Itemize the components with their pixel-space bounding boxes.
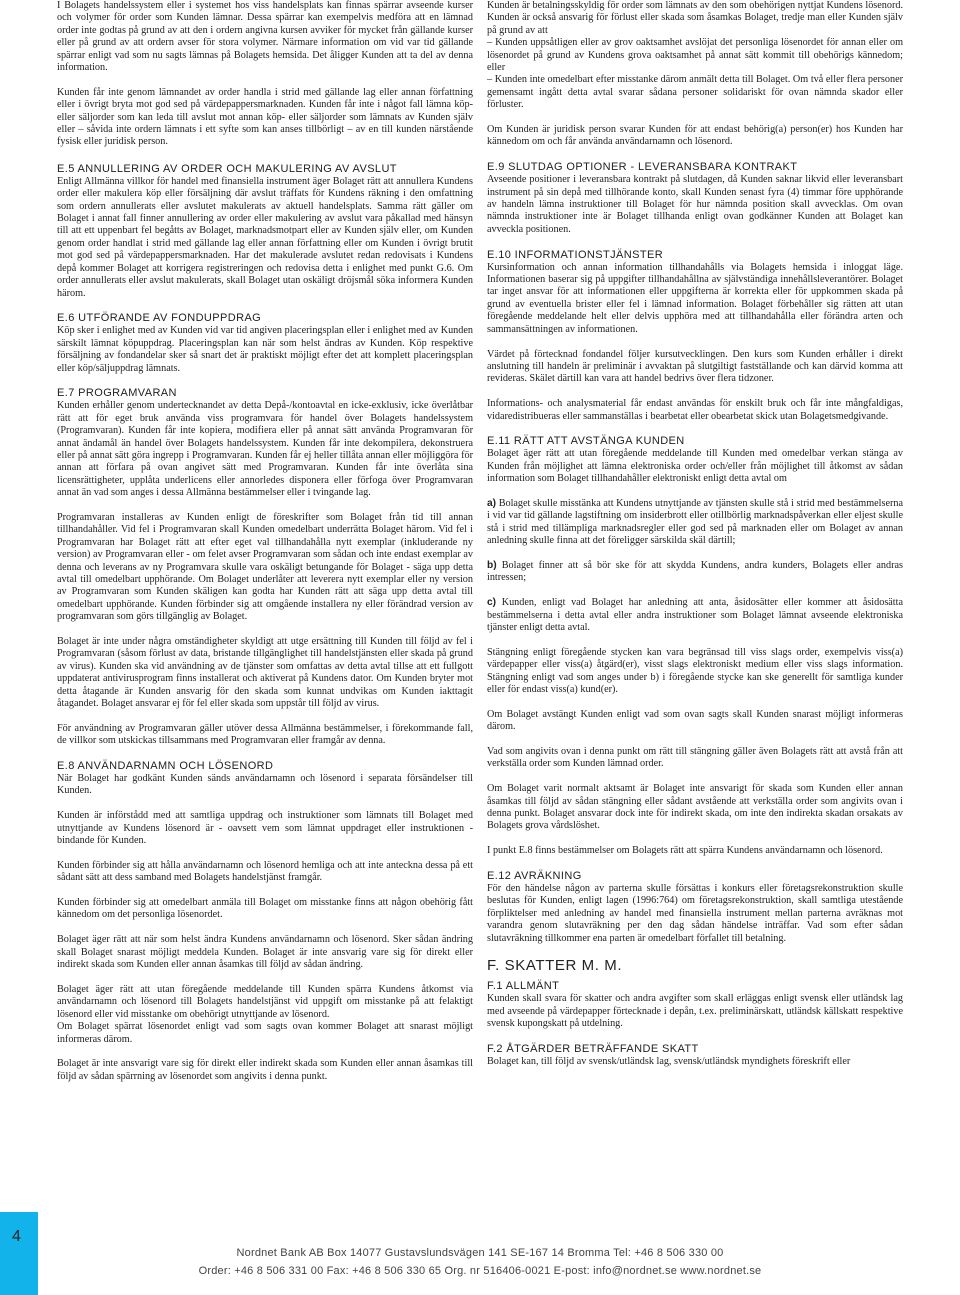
section-heading-e8: E.8 ANVÄNDARNAMN OCH LÖSENORD	[57, 760, 274, 773]
list-text-c: Kunden, enligt vad Bolaget har anledning att anta, åsidosätter eller kommer att åsidosätta bestämmelserna i detta avtal eller andra instruktioner som Bolaget lämnat avseende elektroniska tjänster enligt detta avtal.	[487, 597, 903, 633]
section-text-e11-p3: Vad som angivits ovan i denna punkt om rätt till stängning gäller även Bolagets rätt att avstå från att verkställa order som Kunden lämnad order.	[487, 745, 903, 770]
list-item-b	[487, 560, 903, 585]
section-heading-f2: F.2 ÅTGÄRDER BETRÄFFANDE SKATT	[487, 1043, 699, 1056]
section-heading-e12: E.12 AVRÄKNING	[487, 869, 582, 882]
liability-dash-2: – Kunden inte omedelbart efter misstanke därom anmält detta till Bolaget. Om två eller flera personer gemensamt ingått detta avtal svarar sådana personer solidariskt för ovan nämnda skador eller förluster.	[487, 74, 903, 111]
section-text-e11-intro: Bolaget äger rätt att utan föregående meddelande till Kunden med omedelbar verkan stänga av Kunden från möjlighet att lämna elektroniska order och/eller från möjlighet till åtkomst av sådan information som Bolaget tillhandahåller elektroniskt enligt detta avtal om	[487, 448, 903, 485]
section-text-e8-p4: Kunden förbinder sig att omedelbart anmäla till Bolaget om misstanke finns att någon obehörig fått kännedom om det personliga lösenordet.	[57, 897, 473, 921]
section-text-e7-p1: Kunden erhåller genom undertecknandet av detta Depå-/kontoavtal en icke-exklusiv, icke överlåtbar rätt att för eget bruk använda viss programvara för handel över Bolagets handelssystem (Programvaran). Kunden får inte kopiera, modifiera eller på annat sätt använda Programvaran för annat ändamål än handel över Bolagets handelssystem. Kunden får inte dekompilera, dekonstruera eller på annat sätt göra ingrepp i Programvaran. Kunden får ej heller tillåta annan eller möjliggöra för annan att förfara på ovan angivet sätt med Programvaran. Kunden får inte överlåta sina licensrättigheter, upplåta underlicens eller annorledes disponera eller förfoga över Programvaran annat än vad som anges i dessa Allmänna bestämmelser eller i tvingande lag.	[57, 400, 473, 499]
section-text-e10-p1: Kursinformation och annan information tillhandahålls via Bolagets hemsida i inloggat läge. Informationen baserar sig på uppgifter tillhandahållna av självständiga innehållsleverantörer. Bolaget tar inget ansvar för att informationen eller uppgifterna är korrekta eller för uppkommen skada på grund av eventuella brister eller fel i lämnad information. Bolaget förbehåller sig rätten att utan föregående meddelande helt eller delvis upphöra med att tillhandahålla eller förändra arten och sammansättningen av informationen.	[487, 261, 903, 335]
list-marker-a: a)	[487, 497, 497, 509]
section-text-e11-p5: I punkt E.8 finns bestämmelser om Bolagets rätt att spärra Kundens användarnamn och lösenord.	[487, 845, 883, 857]
section-text-e7-p3: Bolaget är inte under några omständigheter skyldigt att utge ersättning till Kunden till följd av fel i Programvaran (såsom förlust av data, bristande tillgänglighet till handelstjänsten eller skada på grund av virus). Kunden ska vid användning av de tjänster som omfattas av detta avtal tillse att ett fullgott uppdaterat antivirusprogram finns installerat och aktiverat på Kundens dator. Om Kunden bryter mot detta åtagande är Kunden ansvarig för den skada som kunnat undvikas om Kunden iakttagit åtagandet. Bolaget ansvarar ej för fel eller skada som uppstår till följd av virus.	[57, 636, 473, 710]
section-text-f1: Kunden skall svara för skatter och andra avgifter som skall erläggas enligt svensk eller utländsk lag med avseende på värdepapper förtecknade i depån, t.ex. preliminärskatt, utländsk källskatt respektive svensk kupongskatt på utdelning.	[487, 993, 903, 1030]
section-heading-e10: E.10 INFORMATIONSTJÄNSTER	[487, 248, 664, 261]
section-text-e10-p2: Värdet på förtecknad fondandel följer kursutvecklingen. Den kurs som Kunden erhåller i direkt anslutning till handeln är preliminär i avvaktan på slutgiltigt fastställande och kan därvid komma att revideras. Skälet därtill kan vara att handel bedrivs över flera tidzoner.	[487, 348, 903, 385]
section-text-e11-p4: Om Bolaget varit normalt aktsamt är Bolaget inte ansvarigt för skada som Kunden eller annan åsamkas till följd av sådan stängning eller sådant avstående att verkställa order som angivits ovan i denna punkt. Bolaget ansvarar dock inte för indirekt skada, om inte den indirekta skadan orsakats av Bolagets grova vårdslöshet.	[487, 783, 903, 832]
section-text-e9: Avseende positioner i leveransbara kontrakt på slutdagen, då Kunden saknar likvid eller leveransbart instrument på sin depå med tillhörande konto, skall Kunden senast fyra (4) timmar före upphörande av handeln lämna instruktioner till Bolaget för hur nämnda position skall avvecklas. Om ovan nämnda instruktioner inte är Bolaget tillhanda enligt ovan godkänner Kunden att Bolaget kan avveckla positionen.	[487, 174, 903, 235]
section-text-e8-p2: Kunden är införstådd med att samtliga uppdrag och instruktioner som lämnats till Bolaget med utnyttjande av Kundens lösenord är - oavsett vem som lämnat uppdraget eller instruktionen - bindande för Kunden.	[57, 810, 473, 847]
section-text-e10-p3: Informations- och analysmaterial får endast användas för enskilt bruk och får inte mångfaldigas, vidaredistribueras eller sammanställas i bearbetat eller obearbetat skick utan Bolagetsmedgivande.	[487, 398, 903, 422]
list-text-a: Bolaget skulle misstänka att Kundens utnyttjande av tjänsten skulle stå i strid med bestämmelserna i vid var tid gällande lagstiftning om insiderbrott eller otillbörlig marknadspåverkan eller eljest skulle stå i strid med tillämpliga marknadsregler eller god sed på marknaden eller om Bolaget av annan anledning skulle finna att det föreligger särskilda skäl därtill;	[487, 497, 903, 547]
page-number: 4	[12, 1228, 21, 1245]
section-heading-e9: E.9 SLUTDAG OPTIONER - LEVERANSBARA KONTRAKT	[487, 161, 798, 174]
section-text-e8-p7: Om Bolaget spärrat lösenordet enligt vad som sagts ovan kommer Bolaget att snarast möjligt informeras därom.	[57, 1021, 473, 1045]
section-heading-e6: E.6 UTFÖRANDE AV FONDUPPDRAG	[57, 312, 262, 325]
section-text-e8-p3: Kunden förbinder sig att hålla användarnamn och lösenord hemliga och att inte anteckna dessa på ett sådant sätt att dess samband med Bolagets handelstjänst framgår.	[57, 859, 473, 884]
section-text-e6: Köp sker i enlighet med av Kunden vid var tid angiven placeringsplan eller i enlighet med av Kunden särskilt lämnat köpuppdrag. Placeringsplan kan när som helst ändras av Kunden. Köp respektive försäljning av fondandelar sker så snart det är praktiskt möjligt efter det att komplett placeringsplan eller köp/säljuppdrag lämnats.	[57, 325, 473, 374]
section-text-e8-p1: När Bolaget har godkänt Kunden sänds användarnamn och lösenord i separata försändelser till Kunden.	[57, 773, 473, 797]
section-text-e7-p4: För användning av Programvaran gäller utöver dessa Allmänna bestämmelser, i förekommande fall, de villkor som utskickas tillsammans med Programvaran eller framgår av denna.	[57, 722, 473, 747]
liability-dash-1: – Kunden uppsåtligen eller av grov oaktsamhet avslöjat det personliga lösenordet för annan eller om lösenordet på grund av Kundens grova oaktsamhet på annat sätt kommit till obehörigs kännedom; eller	[487, 37, 903, 74]
section-heading-e7: E.7 PROGRAMVARAN	[57, 387, 177, 400]
section-heading-f1: F.1 ALLMÄNT	[487, 980, 560, 993]
intro-paragraph-1: I Bolagets handelssystem eller i systemet hos viss handelsplats kan finnas spärrar avseende kurser och volymer för order som Kunden lämnar. Dessa spärrar kan exempelvis medföra att en lämnad order inte godtas på grund av att den i ordern angivna kursen avviker för mycket från gällande kurser eller på grund av att ordern avser för stora volymer. Närmare information om vid var tid gällande spärrar enligt vad som nu sagts lämnas på Bolagets hemsida. Det åligger Kunden att ta del av denna information.	[57, 0, 473, 74]
footer-contact: Order: +46 8 506 331 00 Fax: +46 8 506 330 65 Org. nr 516406-0021 E-post: info@nordnet.se www.nordnet.se	[198, 1265, 762, 1277]
list-marker-c: c)	[487, 597, 497, 609]
section-heading-e11: E.11 RÄTT ATT AVSTÄNGA KUNDEN	[487, 435, 685, 448]
left-column	[57, 0, 473, 1096]
section-text-f2: Bolaget kan, till följd av svensk/utländsk lag, svensk/utländsk myndighets föreskrift eller	[487, 1056, 851, 1068]
list-item-a	[487, 498, 903, 548]
liability-intro: Kunden är betalningsskyldig för order som lämnats av den som obehörigen nyttjat Kundens lösenord. Kunden är också ansvarig för förlust eller skada som åsamkas Bolaget, tredje man eller Kunden själv på grund av att	[487, 0, 903, 36]
list-text-b: Bolaget finner att så bör ske för att skydda Kundens, andra kunders, Bolagets eller andras intressen;	[487, 559, 903, 584]
footer-address: Nordnet Bank AB Box 14077 Gustavslundsvägen 141 SE-167 14 Bromma Tel: +46 8 506 330 00	[236, 1247, 724, 1259]
section-text-e8-p5: Bolaget äger rätt att när som helst ändra Kundens användarnamn och lösenord. Sker sådan ändring skall Bolaget snarast möjligt meddela Kunden. Bolaget är inte ansvarig vare sig för direkt eller indirekt skada som Kunden eller annan åsamkas till följd av sådan ändring.	[57, 934, 473, 971]
section-heading-e5: E.5 ANNULLERING AV ORDER OCH MAKULERING AV AVSLUT	[57, 162, 397, 175]
chapter-heading-f: F. SKATTER M. M.	[487, 957, 623, 975]
juridisk-person-paragraph: Om Kunden är juridisk person svarar Kunden för att endast behörig(a) person(er) hos Kunden har kännedom om och får använda användarnamn och lösenord.	[487, 124, 903, 148]
right-column	[487, 0, 903, 1081]
list-marker-b: b)	[487, 559, 497, 571]
section-text-e5: Enligt Allmänna villkor för handel med finansiella instrument äger Bolaget rätt att annullera Kundens order eller makulera köp eller försäljning där avslut träffats för Kundens räkning i den omfattning som ordern annullerats eller avslutet makulerats av aktuell handelsplats. Samma rätt gäller om Bolaget i annat fall finner annullering av order eller makulering av avslut vara påkallad med hänsyn till att ett uppenbart fel begåtts av Bolaget, marknadsmotpart eller av Kunden själv eller, om Kunden genom order handlat i strid med gällande lag eller annan författning eller om Kunden i övrigt brutit mot god sed på värdepappersmarknaden. Har det makulerade avslutet redan redovisats i Kundens depå kommer Bolaget att korrigera registreringen och redovisa detta i enlighet med punkt G.6. Om order annullerats eller avslut makulerats, skall Bolaget utan oskäligt dröjsmål söka informera Kunden härom.	[57, 175, 473, 299]
section-text-e8-p6: Bolaget äger rätt att utan föregående meddelande till Kunden spärra Kundens åtkomst via användarnamn och lösenord till Bolagets handelstjänst vid uppgift om misstanke på att felaktigt lösenord eller vid misstanke om obehörigt utnyttjande av lösenord.	[57, 983, 473, 1020]
section-text-e7-p2: Programvaran installeras av Kunden enligt de föreskrifter som Bolaget från tid till annan tillhandahåller. Vid fel i Programvaran skall Kunden omedelbart underrätta Bolaget härom. Vid fel i Programvaran har Bolaget rätt att efter eget val tillhandahålla nytt exemplar (inkluderande ny version) av Programvaran eller - om felet avser Programvaran som sådan och inte endast exemplar av denna och leverans av ny Programvara skulle vara oskäligt betungande för Bolaget - säga upp detta avtal till omedelbart upphörande. Om Bolaget underlåter att leverera nytt exemplar eller ny version av Programvaran som Kunden skäligen kan godta har Kunden rätt att säga upp detta avtal till omedelbart upphörande. Kunden förbinder sig att omgående installera ny eller förändrad version av programvaran som görs tillgänglig av Bolaget.	[57, 511, 473, 623]
section-text-e11-p2: Om Bolaget avstängt Kunden enligt vad som ovan sagts skall Kunden snarast möjligt informeras därom.	[487, 708, 903, 733]
section-text-e11-p1: Stängning enligt föregående stycken kan vara begränsad till viss slags order, exempelvis viss(a) värdepapper eller viss(a) åtgärd(er), visst slags elektroniskt medium eller viss slags information. Stängning enligt vad som anges under b) i föregående stycke kan ske generellt för samtliga kunder eller för endast viss(a) kund(er).	[487, 646, 903, 695]
intro-paragraph-2: Kunden får inte genom lämnandet av order handla i strid med gällande lag eller annan författning eller i övrigt bryta mot god sed på värdepappersmarknaden. Kunden får inte i något fall lämna köp- eller säljorder som kan leda till avslut mot annan köp- eller säljorder som lämnats av Kunden själv eller – såvida inte ordern lämnats i ett syfte som kan anses tillbörligt – av en till kunden närstående fysisk eller juridisk person.	[57, 86, 473, 148]
list-item-c	[487, 597, 903, 634]
section-text-e12: För den händelse någon av parterna skulle försättas i konkurs eller företagsrekonstruktion skulle beslutas för Kunden, enligt lagen (1996:764) om företagsrekonstruktion, skall samtliga utestående förpliktelser med anledning av handel med finansiella instrument mellan parterna avräknas mot varandra genom slutavräkning per den dag sådan händelse inträffar. Vad som efter sådan slutavräkning tillkommer ena parten är omedelbart förfallet till betalning.	[487, 882, 903, 944]
section-text-e8-p8: Bolaget är inte ansvarigt vare sig för direkt eller indirekt skada som Kunden eller annan åsamkas till följd av sådan spärrning av lösenordet som angivits i denna punkt.	[57, 1058, 473, 1082]
